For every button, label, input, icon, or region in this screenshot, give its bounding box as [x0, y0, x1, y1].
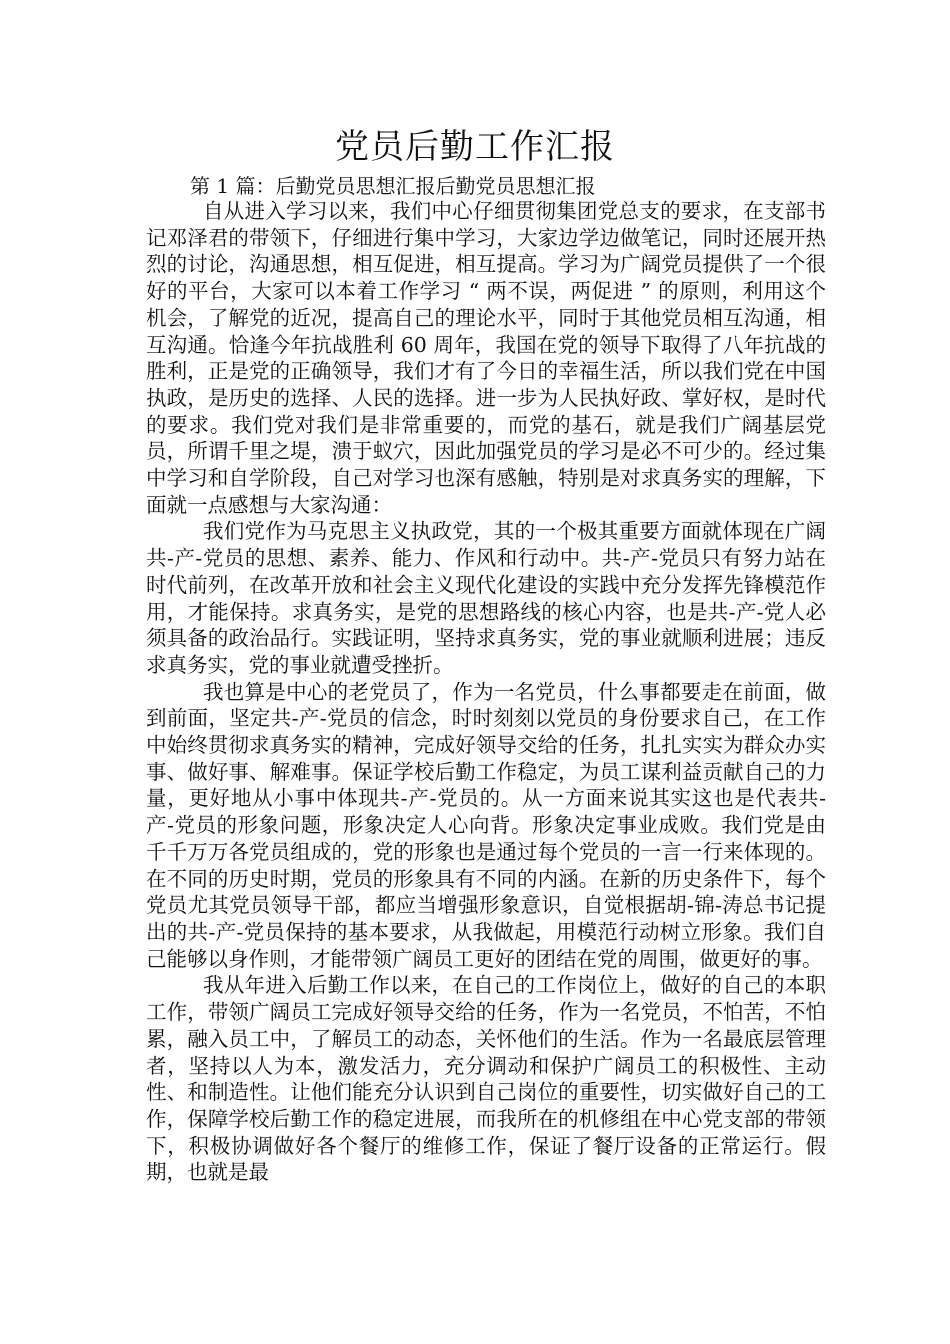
- paragraph: 我们党作为马克思主义执政党，其的一个极其重要方面就体现在广阔共-产-党员的思想、素养、能力、作风和行动中。共-产-党员只有努力站在时代前列，在改革开放和社会主义现代化建设的实践中充分发挥先锋模范作用，才能保持。求真务实，是党的思想路线的核心内容，也是共-产-党人必须具备的政治品行。实践证明，坚持求真务实，党的事业就顺利进展；违反求真务实，党的事业就遭受挫折。: [146, 519, 826, 677]
- paragraph: 自从进入学习以来，我们中心仔细贯彻集团党总支的要求，在支部书记邓泽君的带领下，仔细进行集中学习，大家边学边做笔记，同时还展开热烈的讨论，沟通思想，相互促进，相互提高。学习为广阔党员提供了一个很好的平台，大家可以本着工作学习 “ 两不误，两促进 ” 的原则，利用这个机会，了解党的近况，提高自己的理论水平，同时于其他党员相互沟通，相互沟通。恰逢今年抗战胜利 60 周年，我国在党的领导下取得了八年抗战的胜利，正是党的正确领导，我们才有了今日的幸福生活，所以我们党在中国执政，是历史的选择、人民的选择。进一步为人民执好政、掌好权，是时代的要求。我们党对我们是非常重要的，而党的基石，就是我们广阔基层党员，所谓千里之堤，溃于蚁穴，因此加强党员的学习是必不可少的。经过集中学习和自学阶段，自己对学习也深有感触，特别是对求真务实的理解，下面就一点感想与大家沟通：: [146, 199, 826, 517]
- paragraph: 我从年进入后勤工作以来，在自己的工作岗位上，做好的自己的本职工作，带领广阔员工完成好领导交给的任务，作为一名党员，不怕苦，不怕累，融入员工中，了解员工的动态，关怀他们的生活。作为一名最底层管理者，坚持以人为本，激发活力，充分调动和保护广阔员工的积极性、主动性、和制造性。让他们能充分认识到自己岗位的重要性，切实做好自己的工作，保障学校后勤工作的稳定进展，而我所在的机修组在中心党支部的带领下，积极协调做好各个餐厅的维修工作，保证了餐厅设备的正常运行。假期，也就是最: [146, 973, 826, 1185]
- paragraph: 我也算是中心的老党员了，作为一名党员，什么事都要走在前面，做到前面，坚定共-产-党员的信念，时时刻刻以党员的身份要求自己，在工作中始终贯彻求真务实的精神，完成好领导交给的任务，扎扎实实为群众办实事、做好事、解难事。保证学校后勤工作稳定，为员工谋利益贡献自己的力量，更好地从小事中体现共-产-党员的。从一方面来说其实这也是代表共-产-党员的形象问题，形象决定人心向背。形象决定事业成败。我们党是由千千万万各党员组成的，党的形象也是通过每个党员的一言一行来体现的。在不同的历史时期，党员的形象具有不同的内涵。在新的历史条件下，每个党员尤其党员领导干部，都应当增强形象意识，自觉根据胡-锦-涛总书记提出的共-产-党员保持的基本要求，从我做起，用模范行动树立形象。我们自己能够以身作则，才能带领广阔员工更好的团结在党的周围，做更好的事。: [146, 679, 826, 971]
- document-subtitle: 第 1 篇：后勤党员思想汇报后勤党员思想汇报: [190, 174, 596, 198]
- document-body: [146, 198, 826, 1186]
- document-title: 党员后勤工作汇报: [335, 127, 615, 167]
